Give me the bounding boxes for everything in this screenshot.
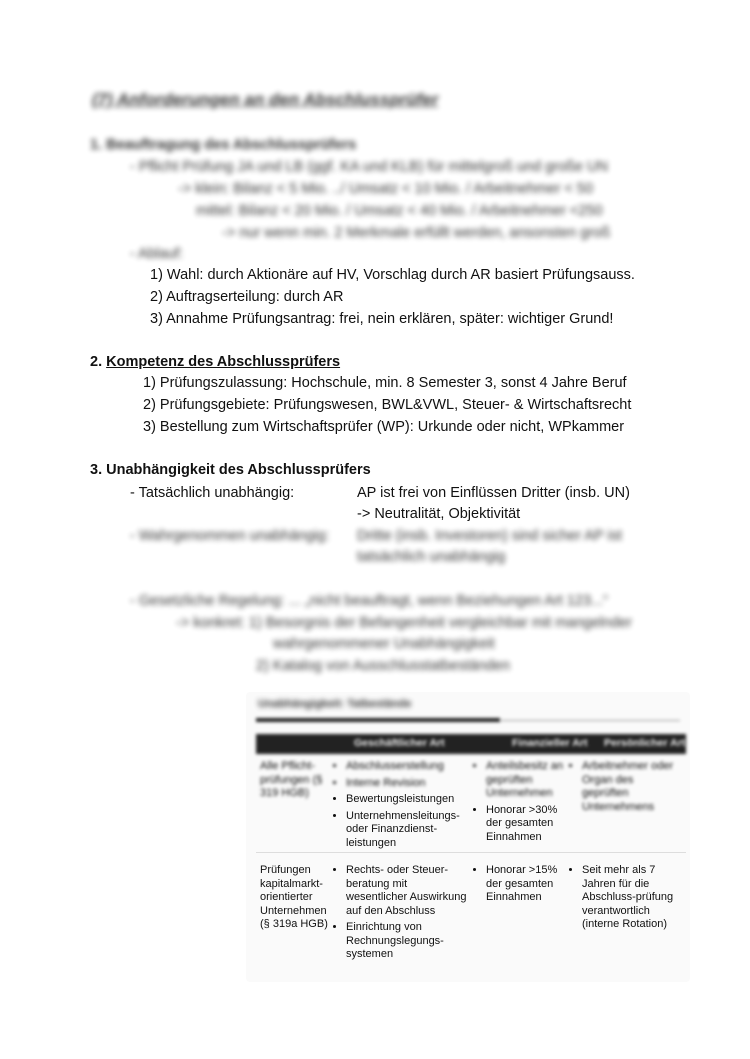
- wahrgenommen-text-1: Dritte (insb. Investoren) sind sicher AP ist: [357, 528, 622, 544]
- table-row-separator: [256, 852, 686, 853]
- tatsaechlich-text-1: AP ist frei von Einflüssen Dritter (insb. UN): [357, 485, 630, 501]
- section2-title: Kompetenz des Abschlussprüfers: [106, 354, 341, 370]
- tatsaechlich-label: - Tatsächlich unabhängig:: [130, 485, 295, 501]
- gesetzliche-regelung: - Gesetzliche Regelung: ... „nicht beauftragt, wenn Beziehungen Art 123...“: [130, 593, 608, 609]
- tatsaechlich-text-2: -> Neutralität, Objektivität: [357, 506, 521, 522]
- row1-label: Alle Pflicht-prüfungen (§ 319 HGB): [260, 760, 323, 799]
- row1-geschaeftlich-1: • Abschlusserstellung: [346, 760, 469, 774]
- row2-geschaeftlich-1: • Rechts- oder Steuer-beratung mit wesentlicher Auswirkung auf den Abschluss: [346, 864, 469, 918]
- section1-step-2: 2) Auftragserteilung: durch AR: [150, 289, 344, 305]
- section3-heading: 3. Unabhängigkeit des Abschlussprüfers: [90, 462, 371, 478]
- section2-item-2: 2) Prüfungsgebiete: Prüfungswesen, BWL&VWL, Steuer- & Wirtschaftsrecht: [143, 397, 632, 413]
- table-header-finanziell: Finanzieller Art: [512, 737, 588, 749]
- independence-table: [246, 692, 690, 982]
- section1-ablauf: - Ablauf:: [130, 246, 184, 262]
- row1-geschaeftlich-4: • Unternehmensleitungs- oder Finanzdienst-leistungen: [346, 810, 469, 851]
- wahrgenommen-label: - Wahrgenommen unabhängig:: [130, 528, 330, 544]
- page-title: (7) Anforderungen an den Abschlussprüfer: [92, 90, 439, 109]
- section1-klein: -> klein: Bilanz < 5 Mio. ../ Umsatz < 10 Mio. / Arbeitnehmer < 50: [178, 181, 594, 197]
- row2-geschaeftlich: [334, 864, 469, 965]
- table-caption-bar: [256, 718, 500, 722]
- konkret-line-1: -> konkret: 1) Besorgnis der Befangenheit vergleichbar mit mangelnder: [176, 615, 632, 631]
- row2-finanziell-1: • Honorar >15% der gesamten Einnahmen: [486, 864, 564, 905]
- konkret-line-2: wahrgenommener Unabhängigkeit: [273, 636, 495, 652]
- row1-finanziell-1: • Anteilsbesitz an geprüften Unternehmen: [486, 760, 564, 801]
- section1-step-3: 3) Annahme Prüfungsantrag: frei, nein erklären, später: wichtiger Grund!: [150, 311, 614, 327]
- section1-heading: 1. Beauftragung des Abschlussprüfers: [90, 137, 357, 153]
- table-header-geschaeftlich: Geschäftlicher Art: [354, 737, 445, 749]
- row2-persoenlich-1: • Seit mehr als 7 Jahren für die Abschluss-prüfung verantwortlich (interne Rotation): [582, 864, 682, 932]
- section2-heading: [90, 354, 340, 370]
- section2-item-1: 1) Prüfungszulassung: Hochschule, min. 8 Semester 3, sonst 4 Jahre Beruf: [143, 375, 627, 391]
- row1-geschaeftlich: [334, 760, 469, 853]
- row2-finanziell: [474, 864, 564, 908]
- row1-persoenlich: [570, 760, 682, 817]
- section1-mittel: mittel: Bilanz < 20 Mio. / Umsatz < 40 Mio. / Arbeitnehmer <250: [196, 203, 603, 219]
- section1-merkmale: -> nur wenn min. 2 Merkmale erfüllt werden, ansonsten groß: [222, 225, 611, 241]
- row2-geschaeftlich-2: • Einrichtung von Rechnungslegungs-systemen: [346, 921, 469, 962]
- row1-geschaeftlich-3: • Bewertungsleistungen: [346, 793, 469, 807]
- section1-step-1: 1) Wahl: durch Aktionäre auf HV, Vorschlag durch AR basiert Prüfungsauss.: [150, 267, 635, 283]
- row1-finanziell: [474, 760, 564, 847]
- table-header-row: [256, 734, 686, 754]
- row2-persoenlich: [570, 864, 682, 935]
- row1-persoenlich-1: • Arbeitnehmer oder Organ des geprüften Unternehmens: [582, 760, 682, 814]
- section2-number: 2.: [90, 354, 103, 370]
- section1-pflicht: - Pflicht Prüfung JA und LB (ggf. KA und KLB) für mittelgroß und große UN: [130, 159, 608, 175]
- row1-geschaeftlich-2: • Interne Revision: [346, 777, 469, 791]
- section2-item-3: 3) Bestellung zum Wirtschaftsprüfer (WP): Urkunde oder nicht, WPkammer: [143, 419, 625, 435]
- table-caption-rule: [500, 720, 680, 721]
- row1-finanziell-2: • Honorar >30% der gesamten Einnahmen: [486, 804, 564, 845]
- table-caption: Unabhängigkeit: Tatbestände: [258, 698, 412, 710]
- table-header-persoenlich: Persönlicher Art: [604, 737, 686, 749]
- konkret-line-3: 2) Katalog von Ausschlusstatbeständen: [256, 658, 510, 674]
- wahrgenommen-text-2: tatsächlich unabhängig: [357, 549, 506, 565]
- row2-label: Prüfungen kapitalmarkt-orientierter Unternehmen (§ 319a HGB): [260, 864, 328, 930]
